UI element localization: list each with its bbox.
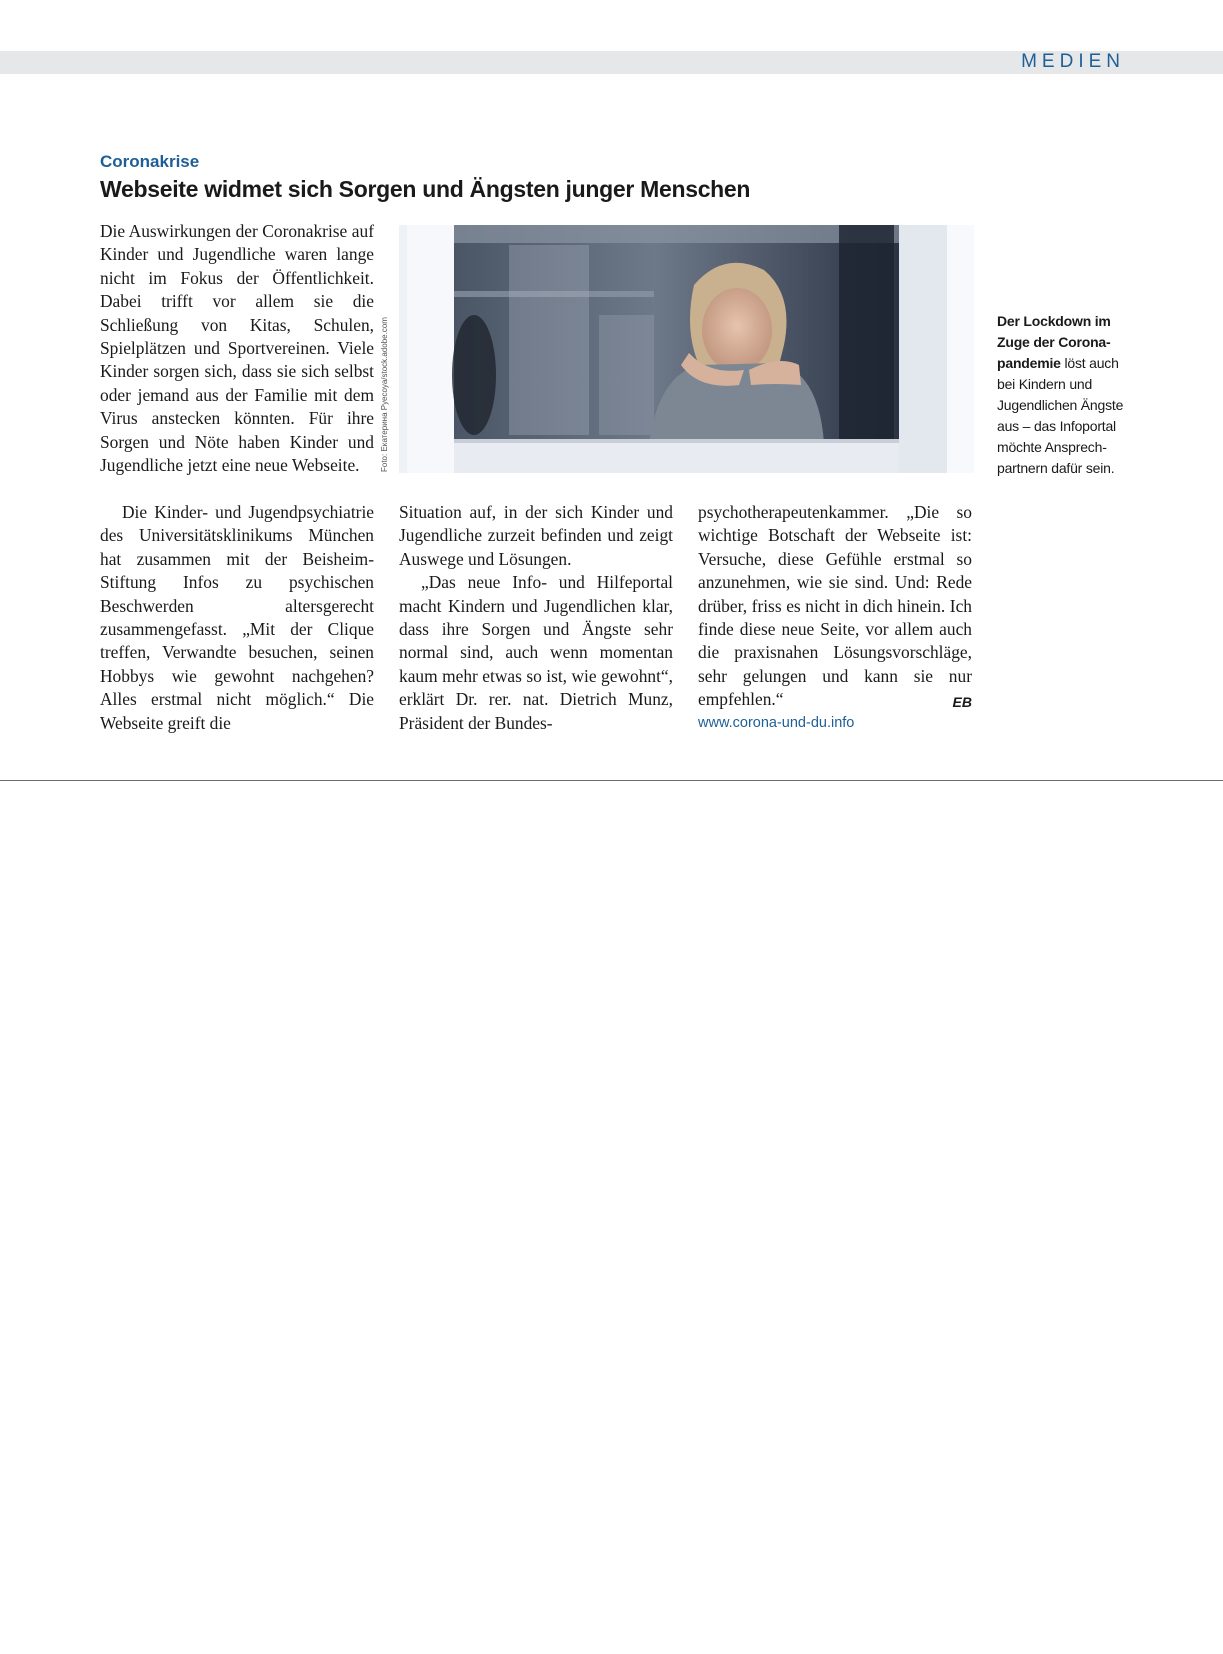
article-photo: [399, 225, 974, 473]
paragraph-3-continued: [698, 501, 972, 712]
caption-text: löst auch bei Kindern und Jugendlichen Ängste aus – das Infoportal möchte Ansprechpartnern dafür sein.: [997, 355, 1124, 476]
article-column-2: [399, 501, 673, 735]
article-column-1-bottom: [100, 501, 374, 735]
article-column-3: [698, 501, 972, 734]
article-kicker: Coronakrise: [100, 152, 200, 171]
website-link[interactable]: www.corona-und-du.info: [698, 714, 855, 731]
section-label: MEDIEN: [1021, 51, 1125, 72]
article-headline: Webseite widmet sich Sorgen und Ängsten junger Menschen: [100, 176, 751, 202]
caption-bold: Der Lockdown im Zuge der Coronapandemie: [997, 313, 1111, 371]
author-initials: EB: [952, 694, 972, 711]
photo-credit: Foto: Екатерина Руесоуа/stock.adobe.com: [380, 317, 389, 472]
paragraph-1: Die Auswirkungen der Coronakrise auf Kinder und Jugendliche waren lange nicht im Fokus der Öffentlichkeit. Dabei trifft vor allem sie die Schließung von Kitas, Schulen, Spielplätzen und Sportvereinen. Viele Kinder sorgen sich, dass sie sich selbst oder jemand aus der Familie mit dem Virus anstecken könnten. Für ihre Sorgen und Nöte haben Kinder und Jugendliche jetzt eine neue Webseite.: [100, 221, 374, 476]
paragraph-2: Die Kinder- und Jugendpsychiatrie des Universitätsklinikums München hat zusammen mit der Beisheim-Stiftung Infos zu psychischen Beschwerden altersgerecht zusammengefasst. „Mit der Clique treffen, Verwandte besuchen, seinen Hobbys wie gewohnt nachgehen? Alles erstmal nicht möglich.“ Die Webseite greift die: [100, 502, 374, 733]
quote-text: psychotherapeutenkammer. „Die so wichtige Botschaft der Webseite ist: Versuche, diese Gefühle erstmal so anzunehmen, wie sie sind. Und: Rede drüber, friss es nicht in dich hinein. Ich finde diese neue Seite, vor allem auch die praxisnahen Lösungsvorschläge, sehr gelungen und kann sie nur empfehlen.“: [698, 502, 972, 710]
article-column-1-top: [100, 220, 374, 477]
bottom-divider: [0, 780, 1223, 781]
paragraph-2-continued: Situation auf, in der sich Kinder und Jugendliche zurzeit befinden und zeigt Auswege und Lösungen.: [399, 502, 673, 569]
photo-caption: [997, 311, 1127, 479]
paragraph-3: „Das neue Info- und Hilfeportal macht Kindern und Jugendlichen klar, dass ihre Sorgen und Ängste sehr normal sind, auch wenn momentan kaum mehr etwas so ist, wie gewohnt“, erklärt Dr. rer. nat. Dietrich Munz, Präsident der Bundes-: [399, 572, 673, 733]
